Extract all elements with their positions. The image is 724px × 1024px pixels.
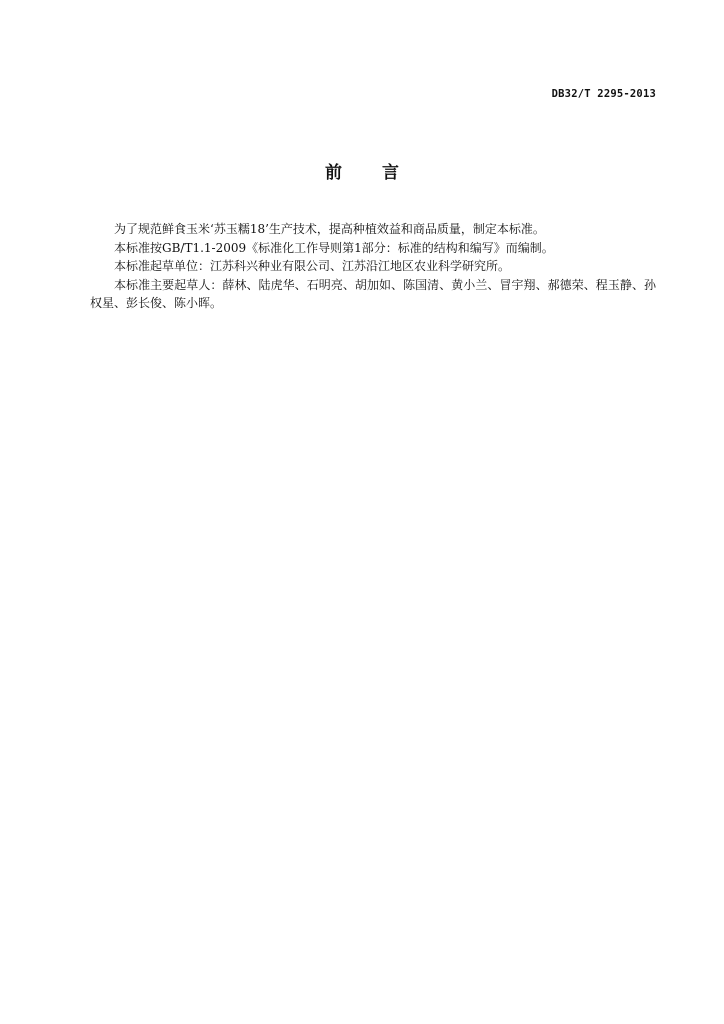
standard-code: DB32/T 2295-2013 (551, 88, 656, 100)
foreword-body (90, 220, 656, 313)
paragraph-purpose: 为了规范鲜食玉米‘苏玉糯18’生产技术，提高种植效益和商品质量，制定本标准。 (114, 222, 545, 236)
paragraph-drafting-units: 本标准起草单位：江苏科兴种业有限公司、江苏沿江地区农业科学研究所。 (114, 259, 511, 273)
page-title: 前言 (325, 163, 439, 183)
paragraph-drafting-rules: 本标准按GB/T1.1-2009《标准化工作导则第1部分：标准的结构和编写》而编制。 (114, 240, 554, 255)
paragraph-drafters: 本标准主要起草人：薛林、陆虎华、石明亮、胡加如、陈国清、黄小兰、冒宇翔、郝德荣、程玉静、孙权星、彭长俊、陈小晖。 (90, 277, 656, 310)
